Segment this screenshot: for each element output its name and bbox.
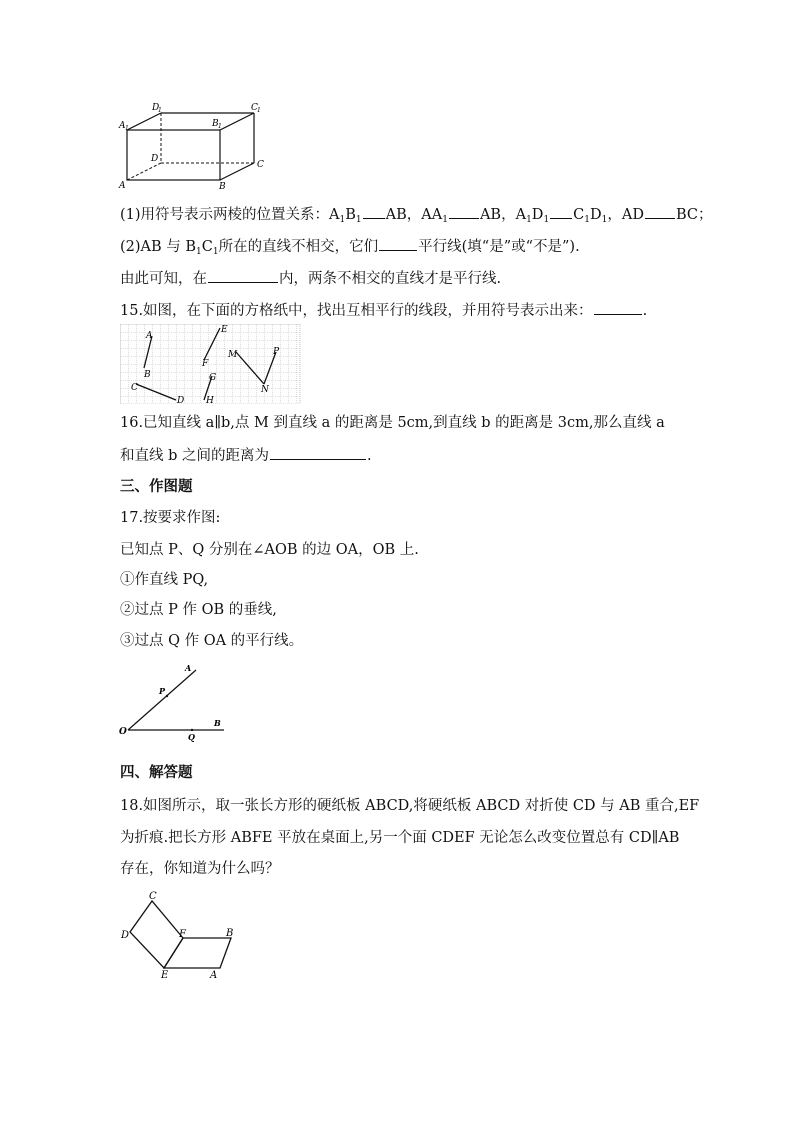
label-A1-sub: 1 <box>125 125 129 132</box>
grid-label-A: A <box>146 331 153 341</box>
fold-label-D: D <box>121 930 130 941</box>
grid-label-G: G <box>209 373 217 383</box>
blank-7[interactable] <box>594 300 642 315</box>
angle-label-Q: Q <box>188 732 195 742</box>
grid-label-M: M <box>228 350 238 360</box>
blank-1[interactable] <box>363 204 385 219</box>
grid-label-C: C <box>131 383 138 393</box>
q17-given: 已知点 P、Q 分别在∠AOB 的边 OA，OB 上. <box>120 542 419 558</box>
q17-step1: ①作直线 PQ, <box>120 572 209 588</box>
section-heading-3: 三、作图题 <box>120 478 193 495</box>
q14-conclusion: 由此可知，在 内，两条不相交的直线才是平行线. <box>120 268 501 289</box>
grid-label-E: E <box>221 325 228 335</box>
q17-step3: ③过点 Q 作 OA 的平行线。 <box>120 633 304 649</box>
angle-figure <box>118 660 230 744</box>
folded-board-figure <box>118 890 248 984</box>
fold-label-F: F <box>179 929 186 940</box>
q16-line2: 和直线 b 之间的距离为 . <box>120 445 372 466</box>
section-heading-4: 四、解答题 <box>120 764 193 781</box>
angle-label-O: O <box>119 727 127 737</box>
grid-label-B: B <box>144 370 151 380</box>
q18-line1: 18.如图所示，取一张长方形的硬纸板 ABCD,将硬纸板 ABCD 对折使 CD 与 AB 重合,EF <box>120 798 700 814</box>
label-C1-sub: 1 <box>257 107 261 114</box>
label-A1: A <box>119 121 126 131</box>
blank-8[interactable] <box>270 445 366 460</box>
blank-5[interactable] <box>379 236 417 251</box>
grid-label-H: H <box>206 396 214 404</box>
label-D1-sub: 1 <box>158 107 162 114</box>
label-B1: B <box>212 119 219 129</box>
q16-line1: 16.已知直线 a∥b,点 M 到直线 a 的距离是 5cm,到直线 b 的距离是 3cm,那么直线 a <box>120 415 665 431</box>
grid-label-D: D <box>177 396 185 404</box>
angle-label-P: P <box>159 686 166 696</box>
label-B: B <box>219 182 226 192</box>
label-B1-sub: 1 <box>218 123 222 130</box>
blank-2[interactable] <box>449 204 479 219</box>
label-A: A <box>119 181 126 191</box>
q14-part1: (1)用符号表示两棱的位置关系：$A_1B_1$ AB，$AA_1$ AB，$A_1D_1$ $C_1D_1$，AD BC； <box>120 204 713 225</box>
label-D: D <box>151 154 159 164</box>
grid-label-F: F <box>202 359 209 369</box>
grid-label-N: N <box>261 385 269 395</box>
q15-question: 15.如图，在下面的方格纸中，找出互相平行的线段，并用符号表示出来： . <box>120 300 647 321</box>
blank-3[interactable] <box>550 204 572 219</box>
label-C1: C <box>251 103 258 113</box>
angle-label-B: B <box>214 718 221 728</box>
angle-label-A: A <box>185 663 192 673</box>
q18-line3: 存在，你知道为什么吗？ <box>120 861 280 877</box>
fold-label-C: C <box>149 891 157 902</box>
grid-figure <box>120 324 302 404</box>
blank-6[interactable] <box>208 268 278 283</box>
fold-label-B: B <box>226 928 234 939</box>
label-D1: D <box>152 103 160 113</box>
cuboid-figure <box>115 100 275 192</box>
grid-label-P: P <box>273 347 280 357</box>
fold-label-E: E <box>161 970 169 981</box>
q17-step2: ②过点 P 作 OB 的垂线, <box>120 602 277 618</box>
label-C: C <box>257 160 264 170</box>
q14-part2: (2)AB 与 $B_1C_1$所在的直线不相交，它们 平行线(填“是”或“不是”). <box>120 236 580 257</box>
fold-label-A: A <box>210 970 218 981</box>
blank-4[interactable] <box>645 204 675 219</box>
q17-title: 17.按要求作图: <box>120 510 221 526</box>
q18-line2: 为折痕.把长方形 ABFE 平放在桌面上,另一个面 CDEF 无论怎么改变位置总有 CD∥AB <box>120 830 680 846</box>
